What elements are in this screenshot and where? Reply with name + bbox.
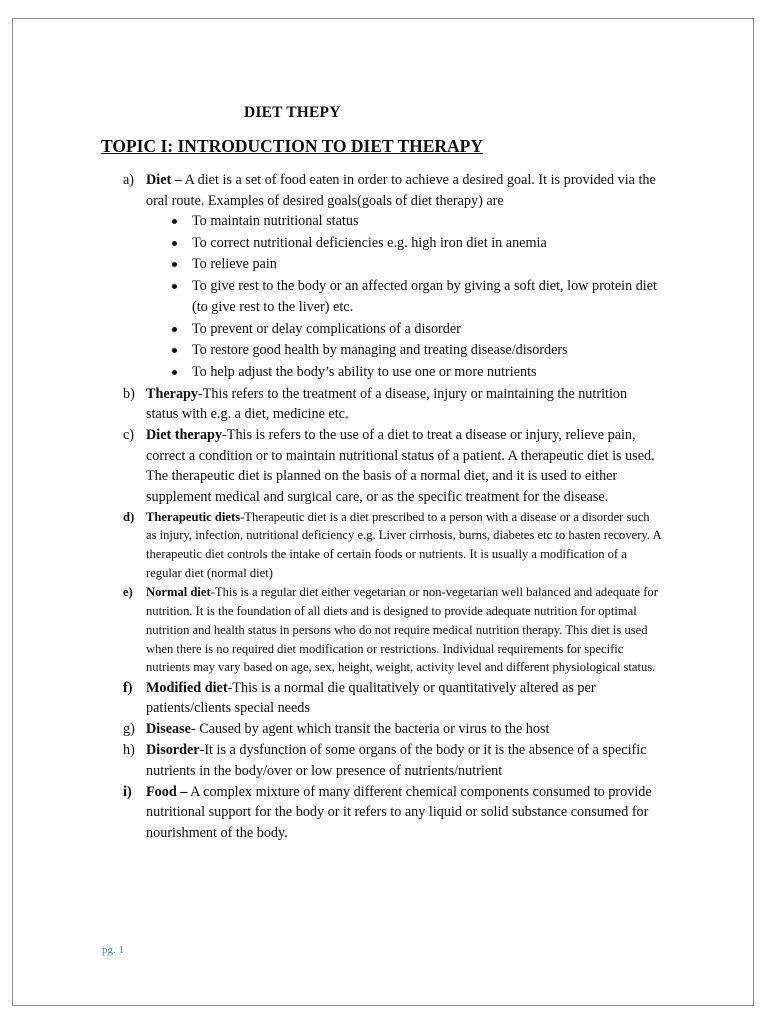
definition-text: -It is a dysfunction of some organs of the body or it is the absence of a specific nutrients in the body/over or low presence of nutrients/nutrient [146, 742, 647, 779]
item-marker: f) [123, 679, 133, 696]
term: Therapeutic diets [146, 509, 241, 524]
definition-text: -Therapeutic diet is a diet prescribed to a person with a disease or a disorder such as injury, infection, nutritional deficiency e.g. Liver cirrhosis, burns, diabetes etc to hasten recovery. A therapeutic diet controls the intake of certain foods or nutrients. It is usually a modification of a regular diet (normal diet) [146, 509, 661, 580]
term: Normal diet [146, 585, 211, 600]
topic-heading: TOPIC I: INTRODUCTION TO DIET THERAPY [101, 136, 484, 156]
term: Disease [146, 721, 191, 738]
definition-therapeutic-diets [101, 508, 661, 583]
definition-text: - Caused by agent which transit the bacteria or virus to the host [190, 721, 550, 738]
definition-text: -This is a normal die qualitatively or quantitatively altered as per patients/clients special needs [146, 679, 596, 717]
list-item: To prevent or delay complications of a disorder [146, 319, 661, 341]
term: Modified diet [146, 679, 228, 696]
item-marker: a) [123, 172, 135, 188]
item-marker: e) [123, 585, 133, 600]
list-item: To restore good health by managing and treating disease/disorders [146, 340, 661, 362]
item-marker: h) [123, 742, 135, 759]
definition-modified-diet [101, 678, 661, 719]
definition-food [101, 782, 661, 844]
definition-disease [101, 719, 661, 740]
document-title: DIET THEPY [244, 104, 341, 121]
list-item: To give rest to the body or an affected organ by giving a soft diet, low protein diet (to give rest to the liver) etc. [146, 276, 661, 319]
definition-diet-therapy [101, 425, 661, 507]
definition-diet [101, 170, 661, 383]
definition-text: A diet is a set of food eaten in order to achieve a desired goal. It is provided via the oral route. Examples of desired goals(goals of diet therapy) are [146, 172, 656, 209]
term: Disorder [146, 742, 200, 759]
page-number: pg. 1 [102, 944, 124, 956]
list-item: To relieve pain [146, 254, 661, 276]
definition-text: -This is a regular diet either vegetarian or non-vegetarian well balanced and adequate for nutrition. It is the foundation of all diets and is designed to provide adequate nutrition for optimal nutrition and health status in persons who do not require medical nutrition therapy. This diet is used when there is no required diet modification or restrictions. Individual requirements for specific nutrients may vary based on age, sex, height, weight, activity level and different physiological status. [146, 585, 658, 675]
list-item: To maintain nutritional status [146, 211, 661, 233]
list-item: To correct nutritional deficiencies e.g. high iron diet in anemia [146, 233, 661, 255]
definition-disorder [101, 740, 661, 781]
item-marker: b) [123, 385, 135, 402]
diet-goals-list [146, 211, 661, 383]
definition-normal-diet [101, 583, 661, 677]
item-marker: i) [123, 783, 132, 800]
item-marker: c) [123, 427, 135, 443]
term: Diet – [146, 172, 182, 188]
item-marker: g) [123, 721, 135, 738]
definition-therapy [101, 384, 661, 425]
term: Diet therapy [146, 427, 223, 443]
item-marker: d) [123, 509, 135, 524]
term: Therapy [146, 385, 199, 402]
definition-text: -This is refers to the use of a diet to treat a disease or injury, relieve pain, correct a condition or to maintain nutritional status of a patient. A therapeutic diet is used. The therapeutic diet is planned on the basis of a normal diet, and it is used to either supplement medical and surgical care, or as the specific treatment for the disease. [146, 427, 655, 505]
definition-text: A complex mixture of many different chemical components consumed to provide nutritional support for the body or it refers to any liquid or solid substance consumed for nourishment of the body. [146, 783, 652, 841]
term: Food – [146, 783, 188, 800]
definitions-list [101, 170, 661, 844]
definition-text: -This refers to the treatment of a disease, injury or maintaining the nutrition status with e.g. a diet, medicine etc. [146, 385, 628, 422]
list-item: To help adjust the body’s ability to use one or more nutrients [146, 362, 661, 384]
